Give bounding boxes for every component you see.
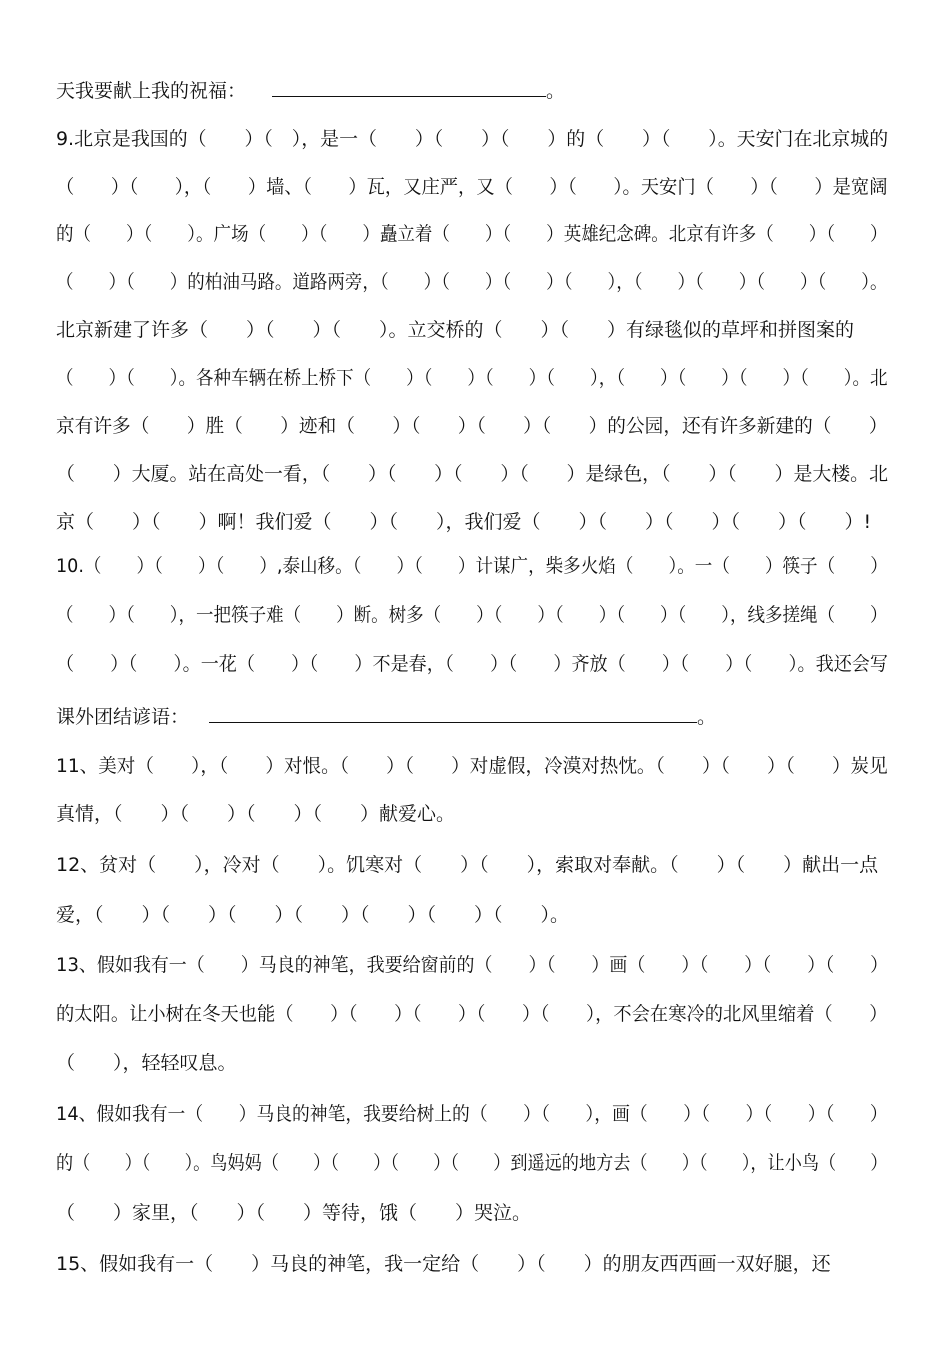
text-line — [56, 318, 854, 342]
text-line — [56, 853, 878, 877]
line-text: 的（ ）（ ）。广场（ ）（ ）矗立着（ ）（ ）英雄纪念碑。北京有许多（ ）（ ） — [56, 223, 888, 245]
line-text: （ ）（ ）。各种车辆在桥上桥下（ ）（ ）（ ）（ ），（ ）（ ）（ ）（ ）。北 — [56, 367, 888, 389]
punct: 。 — [697, 706, 717, 728]
line-text: （ ）（ ），一把筷子难（ ）断。树多（ ）（ ）（ ）（ ）（ ），线多搓绳（ ） — [56, 604, 888, 626]
text-line — [56, 1151, 888, 1175]
line-text: （ ）（ ）。一花（ ）（ ）不是春，（ ）（ ）齐放（ ）（ ）（ ）。我还会写 — [56, 653, 888, 675]
line-text: 京（ ）（ ）啊！我们爱（ ）（ ），我们爱（ ）（ ）（ ）（ ）（ ）! — [56, 511, 872, 533]
text-line — [56, 127, 888, 151]
line-text: （ ）（ ），（ ）墙、（ ）瓦，又庄严，又（ ）（ ）。天安门（ ）（ ）是宽阔 — [56, 176, 888, 198]
text-line — [56, 554, 888, 578]
line-text: （ ）家里，（ ）（ ）等待，饿（ ）哭泣。 — [56, 1202, 532, 1224]
line-text: 13、假如我有一（ ）马良的神笔，我要给窗前的（ ）（ ）画（ ）（ ）（ ）（ ） — [56, 954, 889, 976]
line-text: 课外团结谚语： — [56, 706, 190, 728]
line-text: 15、假如我有一（ ）马良的神笔，我一定给（ ）（ ）的朋友西西画一双好腿，还 — [56, 1253, 831, 1275]
text-line — [56, 462, 888, 486]
line-text: （ ），轻轻叹息。 — [56, 1052, 237, 1074]
text-line — [56, 1102, 888, 1126]
text-line — [56, 953, 888, 977]
text-line — [56, 903, 569, 927]
line-text: 真情，（ ）（ ）（ ）（ ）献爱心。 — [56, 803, 456, 825]
text-line — [56, 222, 888, 246]
line-text: 京有许多（ ）胜（ ）迹和（ ）（ ）（ ）（ ）的公园，还有许多新建的（ ） — [56, 415, 888, 437]
text-line — [56, 652, 888, 676]
text-line — [56, 175, 887, 199]
text-line — [56, 1252, 831, 1276]
line-text: 爱，（ ）（ ）（ ）（ ）（ ）（ ）（ ）。 — [56, 904, 570, 926]
line-text: 14、假如我有一（ ）马良的神笔，我要给树上的（ ）（ ），画（ ）（ ）（ ）（ ） — [56, 1103, 888, 1125]
text-line — [56, 705, 716, 729]
line-text: （ ）大厦。站在高处一看，（ ）（ ）（ ）（ ）是绿色，（ ）（ ）是大楼。北 — [56, 463, 889, 485]
text-line — [56, 1051, 237, 1075]
text-line — [56, 802, 455, 826]
line-text: 的（ ）（ ）。鸟妈妈（ ）（ ）（ ）（ ）到遥远的地方去（ ）（ ），让小鸟（ ） — [56, 1152, 888, 1174]
line-text: 北京新建了许多（ ）（ ）（ ）。立交桥的（ ）（ ）有绿毯似的草坪和拼图案的 — [56, 319, 855, 341]
line-text: 的太阳。让小树在冬天也能（ ）（ ）（ ）（ ）（ ），不会在寒冷的北风里缩着（ ） — [56, 1003, 888, 1025]
line-text: 10.（ ）（ ）（ ）,泰山移。（ ）（ ）计谋广，柴多火焰（ ）。一（ ）筷子（ ） — [56, 555, 888, 577]
punct: 。 — [546, 80, 566, 102]
line-text: 9.北京是我国的（ ）（ ），是一（ ）（ ）（ ）的（ ）（ ）。天安门在北京城的 — [56, 128, 889, 150]
text-line — [56, 754, 888, 778]
text-line — [56, 1201, 531, 1225]
text-line — [56, 366, 888, 390]
text-line — [56, 603, 888, 627]
text-line — [56, 79, 565, 103]
text-line — [56, 1002, 887, 1026]
text-line — [56, 414, 888, 438]
line-text: 12、贫对（ ），冷对（ ）。饥寒对（ ）（ ），索取对奉献。（ ）（ ）献出一点 — [56, 854, 879, 876]
answer-blank[interactable] — [272, 80, 546, 97]
line-text: 天我要献上我的祝福： — [56, 80, 247, 102]
answer-blank[interactable] — [209, 706, 697, 723]
text-line — [56, 510, 871, 534]
line-text: （ ）（ ）的柏油马路。道路两旁，（ ）（ ）（ ）（ ），（ ）（ ）（ ）（ ）。 — [56, 271, 888, 293]
text-line — [56, 270, 888, 294]
line-text: 11、美对（ ），（ ）对恨。（ ）（ ）对虚假，冷漠对热忱。（ ）（ ）（ ）炭见 — [56, 755, 888, 777]
